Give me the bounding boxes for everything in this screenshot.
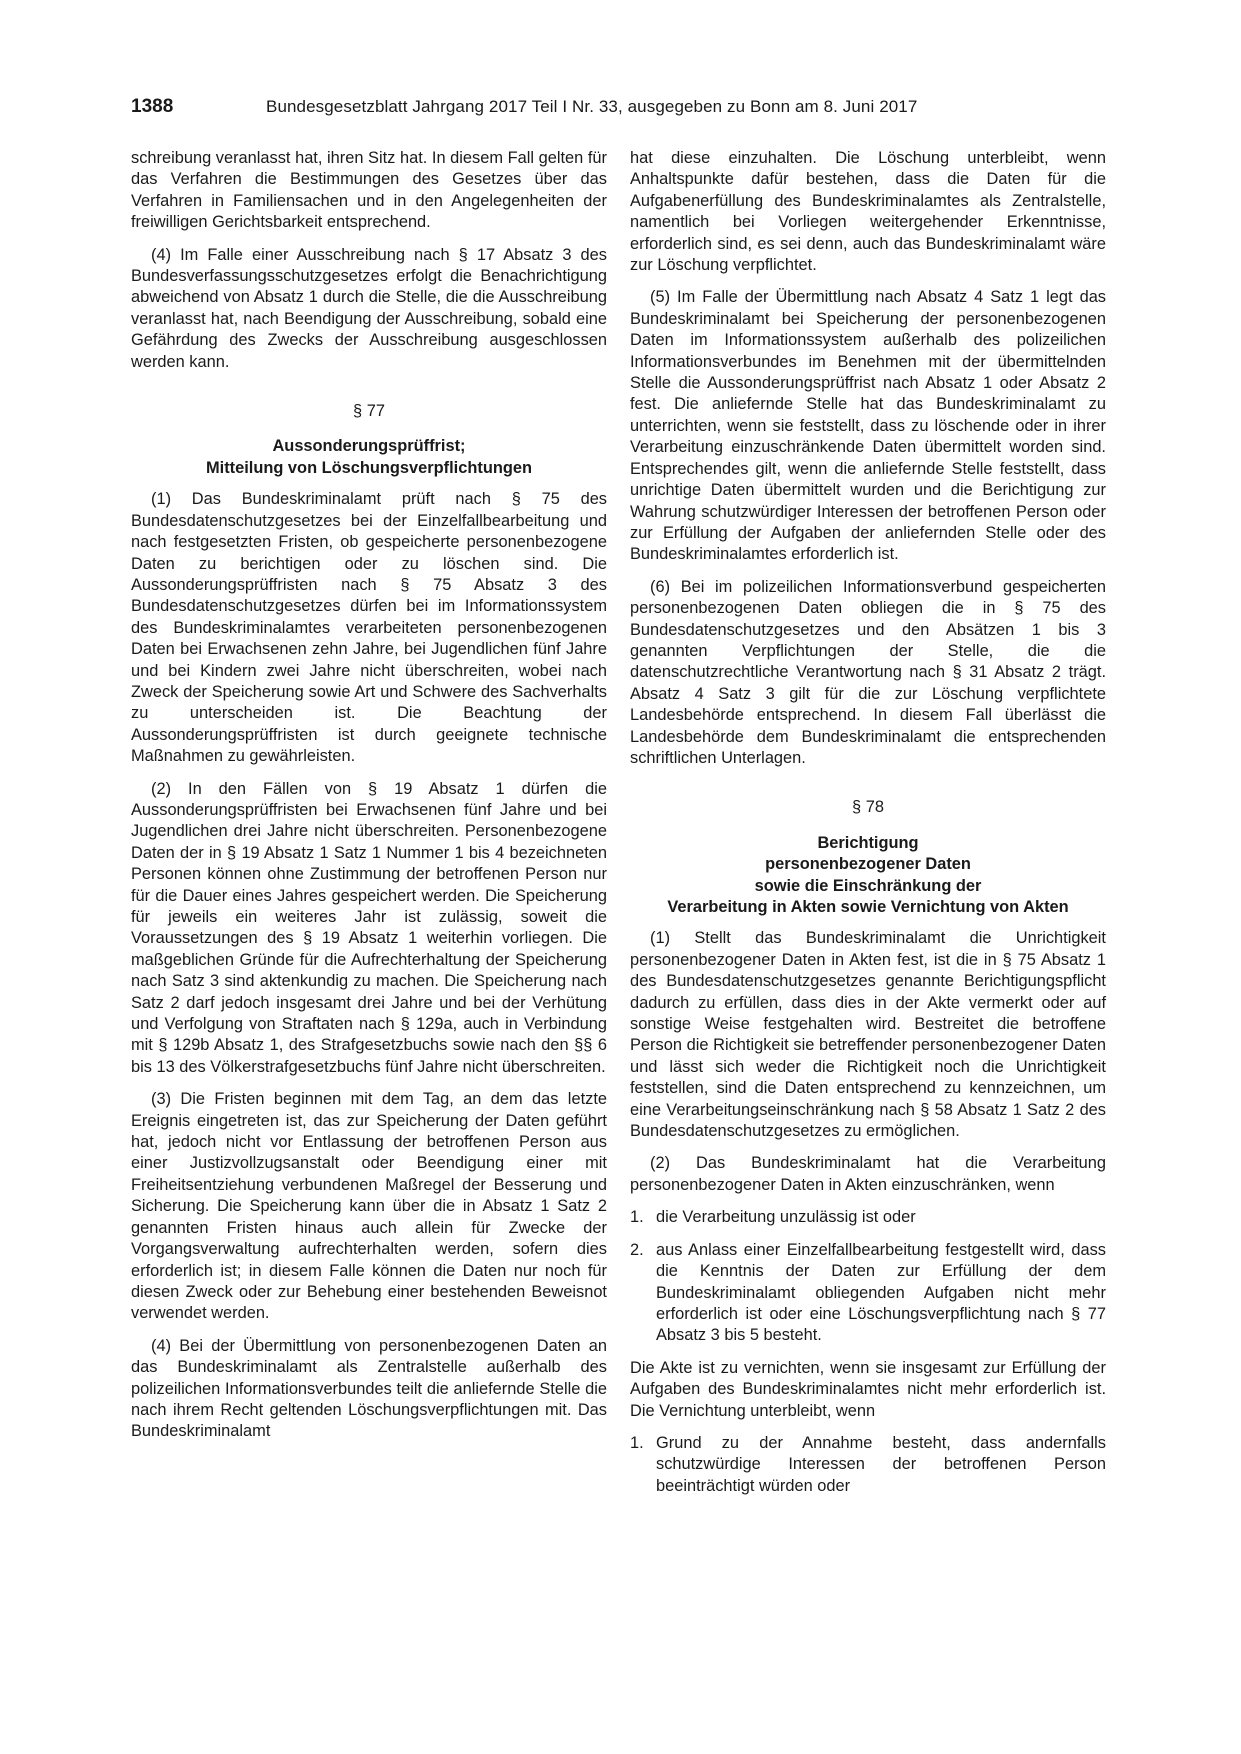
paragraph: hat diese einzuhalten. Die Löschung unterbleibt, wenn Anhaltspunkte dafür bestehen, dass die Daten für die Aufgabenerfüllung des Bundeskriminalamtes als Zentralstelle, namentlich bei Vorliegen weitergehender Erkenntnisse, erforderlich sind, es sei denn, auch das Bundeskriminalamt wäre zur Löschung verpflichtet. — [630, 149, 1106, 275]
paragraph: (6) Bei im polizeilichen Informationsverbund gespeicherten personenbezogenen Daten obliegen die in § 75 des Bundesdatenschutzgesetzes und den Absätzen 1 bis 3 genannten Verpflichtungen der Stelle, die die datenschutzrechtliche Verantwortung nach § 31 Absatz 2 trägt. Absatz 4 Satz 3 gilt für die zur Löschung verpflichtete Landesbehörde entsprechend. In diesem Fall überlässt die Landesbehörde dem Bundeskriminalamt die entsprechenden schriftlichen Unterlagen. — [630, 577, 1106, 767]
paragraph: Die Akte ist zu vernichten, wenn sie insgesamt zur Erfüllung der Aufgaben des Bundeskriminalamtes nicht mehr erforderlich ist. Die Vernichtung unterbleibt, wenn — [630, 1358, 1106, 1420]
list-item-text: Grund zu der Annahme besteht, dass andernfalls schutzwürdige Interessen der betroffenen Person beeinträchtigt würden oder — [656, 1433, 1106, 1495]
section-title-line: Mitteilung von Löschungsverpflichtungen — [206, 458, 532, 477]
list-item — [630, 1240, 1106, 1347]
section-number: § 78 — [852, 798, 884, 817]
list-item-text: die Verarbeitung unzulässig ist oder — [656, 1208, 916, 1227]
list-item-number: 2. — [630, 1240, 644, 1259]
paragraph: schreibung veranlasst hat, ihren Sitz hat. In diesem Fall gelten für das Verfahren die Bestimmungen des Gesetzes über das Verfahren in Familiensachen und in den Angelegenheiten der freiwilligen Gerichtsbarkeit entsprechend. — [131, 149, 607, 232]
paragraph: (4) Bei der Übermittlung von personenbezogenen Daten an das Bundeskriminalamt als Zentralstelle außerhalb des polizeilichen Informationsverbundes teilt die anliefernde Stelle die nach ihrem Recht geltenden Löschungsverpflichtungen mit. Das Bundeskriminalamt — [131, 1336, 607, 1441]
left-column — [131, 148, 607, 1454]
running-head: Bundesgesetzblatt Jahrgang 2017 Teil I Nr. 33, ausgegeben zu Bonn am 8. Juni 2017 — [266, 97, 918, 116]
list-item-number: 1. — [630, 1208, 644, 1227]
paragraph: (1) Stellt das Bundeskriminalamt die Unrichtigkeit personenbezogener Daten in Akten fest, ist die in § 75 Absatz 1 des Bundesdatenschutzgesetzes genannte Berichtigungspflicht dadurch zu erfüllen, dass dies in der Akte vermerkt oder auf sonstige Weise festgehalten wird. Bestreitet die betroffene Person die Richtigkeit sie betreffender personenbezogener Daten und lässt sich weder die Richtigkeit noch die Unrichtigkeit feststellen, sind die Daten entsprechend zu kennzeichnen, um eine Verarbeitungseinschränkung nach § 58 Absatz 1 Satz 2 des Bundesdatenschutzgesetzes zu ermöglichen. — [630, 929, 1106, 1141]
section-title-line: Berichtigung — [817, 833, 919, 852]
list-item-text: aus Anlass einer Einzelfallbearbeitung festgestellt wird, dass die Kenntnis der Daten zur Erfüllung der dem Bundeskriminalamt obliegenden Aufgaben nicht mehr erforderlich ist oder eine Löschungsverpflichtung nach § 77 Absatz 3 bis 5 besteht. — [656, 1240, 1106, 1345]
paragraph: (3) Die Fristen beginnen mit dem Tag, an dem das letzte Ereignis eingetreten ist, das zur Speicherung der Daten geführt hat, jedoch nicht vor Entlassung der betroffenen Person aus einer Justizvollzugsanstalt oder Beendigung einer mit Freiheitsentziehung verbundenen Maßregel der Besserung und Sicherung. Die Speicherung kann über die in Absatz 1 Satz 2 genannten Fristen hinaus auch allein für Zwecke der Vorgangsverwaltung aufrechterhalten werden, sofern dies erforderlich ist; in diesem Falle können die Daten nur noch für diesen Zweck oder zur Behebung einer bestehenden Beweisnot verwendet werden. — [131, 1090, 607, 1323]
list-item — [630, 1433, 1106, 1497]
paragraph: (4) Im Falle einer Ausschreibung nach § 17 Absatz 3 des Bundesverfassungsschutzgesetzes erfolgt die Benachrichtigung abweichend von Absatz 1 durch die Stelle, die die Ausschreibung veranlasst hat, nach Beendigung der Ausschreibung, sobald eine Gefährdung des Zwecks der Ausschreibung ausgeschlossen werden kann. — [131, 245, 607, 371]
paragraph: (1) Das Bundeskriminalamt prüft nach § 75 des Bundesdatenschutzgesetzes bei der Einzelfallbearbeitung und nach festgesetzten Fristen, ob gespeicherte personenbezogene Daten zu berichtigen oder zu löschen sind. Die Aussonderungsprüffristen nach § 75 Absatz 3 des Bundesdatenschutzgesetzes dürfen bei im Informationssystem des Bundeskriminalamtes verarbeiteten personenbezogenen Daten bei Erwachsenen zehn Jahre, bei Jugendlichen fünf Jahre und bei Kindern zwei Jahre nicht überschreiten, wobei nach Zweck der Speicherung sowie Art und Schwere des Sachverhalts zu unterscheiden ist. Die Beachtung der Aussonderungsprüffristen ist durch geeignete technische Maßnahmen zu gewährleisten. — [131, 490, 607, 766]
numbered-list — [630, 1433, 1106, 1497]
section-title-line: Verarbeitung in Akten sowie Vernichtung von Akten — [667, 898, 1069, 916]
numbered-list — [630, 1207, 1106, 1346]
page-number: 1388 — [131, 96, 174, 117]
page-header — [131, 96, 1111, 126]
list-item — [630, 1207, 1106, 1228]
section-title — [630, 833, 1106, 919]
section-title-line: personenbezogener Daten — [765, 855, 971, 874]
paragraph: (2) In den Fällen von § 19 Absatz 1 dürfen die Aussonderungsprüffristen bei Erwachsenen fünf Jahre und bei Jugendlichen drei Jahre nicht überschreiten. Personenbezogene Daten der in § 19 Absatz 1 Satz 1 Nummer 1 bis 4 bezeichneten Personen können ohne Zustimmung der betroffenen Person nur für die Dauer eines Jahres gespeichert werden. Die Speicherung für jeweils ein weiteres Jahr ist zulässig, soweit die Voraussetzungen des § 19 Absatz 1 weiterhin vorliegen. Die maßgeblichen Gründe für die Aufrechterhaltung der Speicherung nach Satz 3 sind aktenkundig zu machen. Die Speicherung nach Satz 2 darf jedoch insgesamt drei Jahre und bei der Verhütung und Verfolgung von Straftaten nach § 129a, auch in Verbindung mit § 129b Absatz 1, des Strafgesetzbuchs sowie nach den §§ 6 bis 13 des Völkerstrafgesetzbuchs fünf Jahre nicht überschreiten. — [131, 779, 607, 1076]
list-item-number: 1. — [630, 1433, 644, 1452]
section-title — [131, 436, 607, 479]
paragraph: (5) Im Falle der Übermittlung nach Absatz 4 Satz 1 legt das Bundeskriminalamt bei Speicherung der personenbezogenen Daten im Informationssystem außerhalb des polizeilichen Informationsverbundes im Benehmen mit der übermittelnden Stelle die Aussonderungsprüffrist nach Absatz 1 oder Absatz 2 fest. Die anliefernde Stelle hat das Bundeskriminalamt zu unterrichten, wenn sie feststellt, dass zu löschende oder in ihrer Verarbeitung einzuschränkende Daten übermittelt worden sind. Entsprechendes gilt, wenn die anliefernde Stelle feststellt, dass unrichtige Daten übermittelt wurden und die Berichtigung zur Wahrung schutzwürdiger Interessen der betroffenen Person oder zur Erfüllung der Aufgaben der anliefernden Stelle oder des Bundeskriminalamtes erforderlich ist. — [630, 288, 1106, 564]
right-column — [630, 148, 1106, 1508]
section-title-line: sowie die Einschränkung der — [754, 876, 982, 895]
section-title-line: Aussonderungsprüffrist; — [272, 437, 466, 456]
paragraph: (2) Das Bundeskriminalamt hat die Verarbeitung personenbezogener Daten in Akten einzuschränken, wenn — [630, 1154, 1106, 1194]
section-number: § 77 — [353, 402, 385, 421]
